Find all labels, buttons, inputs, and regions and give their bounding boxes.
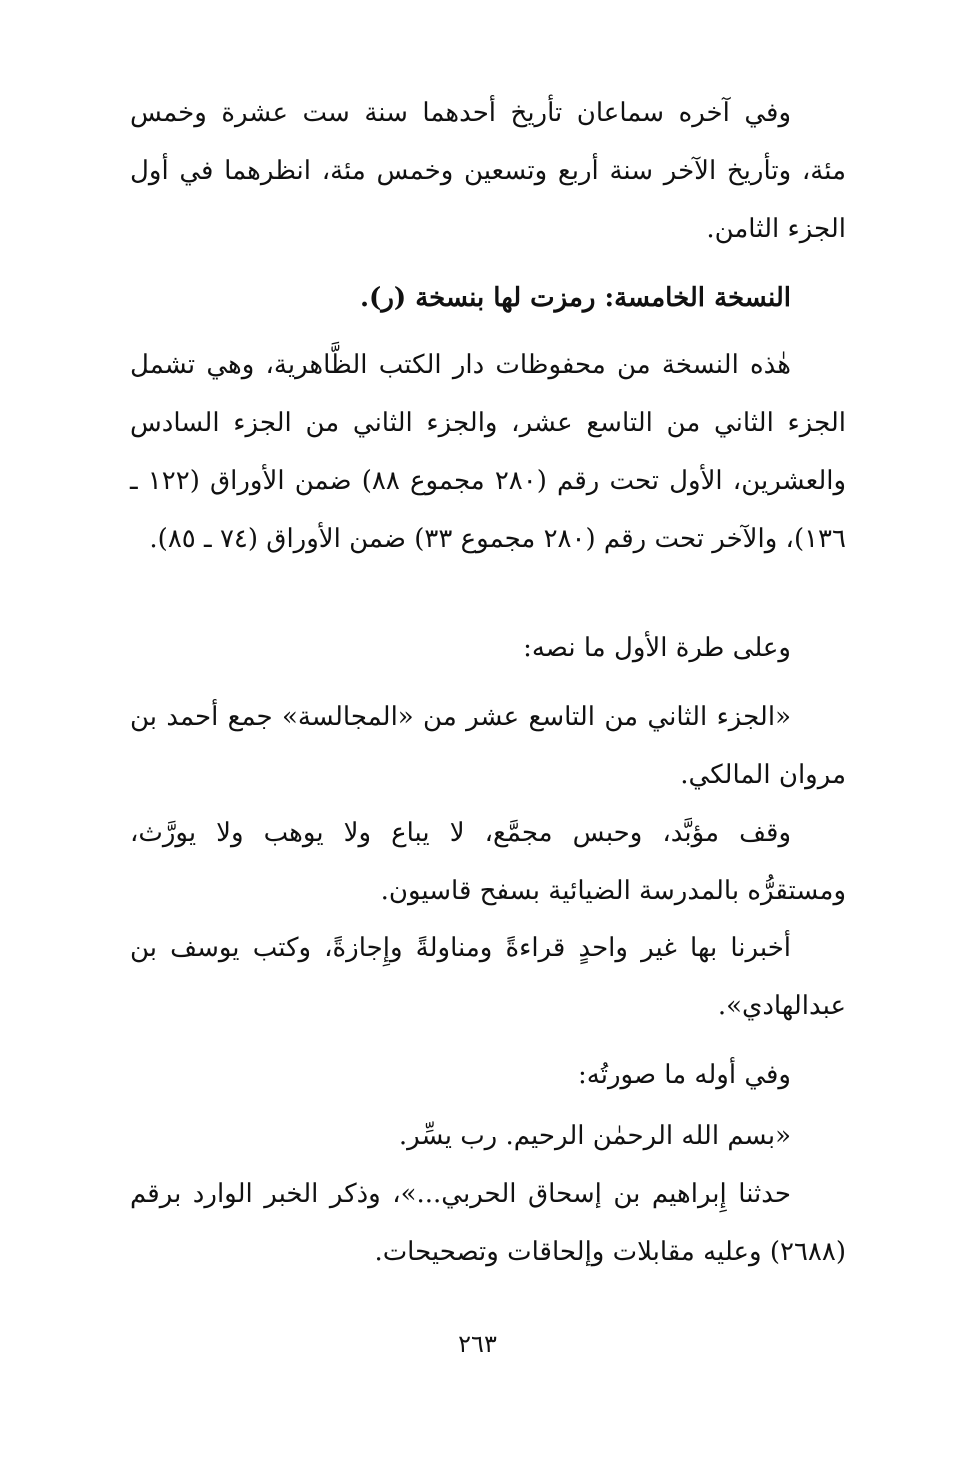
paragraph-manuscript-description: هٰذه النسخة من محفوظات دار الكتب الظَّاهرية، وهي تشمل الجزء الثاني من التاسع عشر، والجزء الثاني من الجزء السادس والعشرين، الأول تحت رقم (٢٨٠ مجموع ٨٨) ضمن الأوراق (١٢٢ ـ ١٣٦)، والآخر تحت رقم (٢٨٠ مجموع ٣٣) ضمن الأوراق (٧٤ ـ ٨٥). [130, 350, 847, 554]
paragraph-colophon-notes: وفي آخره سماعان تأريخ أحدهما سنة ست عشرة وخمس مئة، وتأريخ الآخر سنة أربع وتسعين وخمس مئة، انظرهما في أول الجزء الثامن. [130, 98, 846, 244]
paragraph-first-report: حدثنا إِبراهيم بن إسحاق الحربي...»، وذكر الخبر الوارد برقم (٢٦٨٨) وعليه مقابلات وإلحاقات وتصحيحات. [130, 1179, 846, 1267]
paragraph-title-page-intro: وعلى طرة الأول ما نصه: [523, 633, 791, 663]
quote-title-page: «الجزء الثاني من التاسع عشر من «المجالسة» جمع أحمد بن مروان المالكي. [130, 702, 846, 790]
quote-endowment-statement: وقف مؤبَّد، وحبس مجمَّع، لا يباع ولا يوهب ولا يورَّث، ومستقرُّه بالمدرسة الضيائية بسفح قاسيون. [130, 818, 846, 906]
quote-basmala: «بسم الله الرحمٰن الرحيم. رب يسِّر. [398, 1121, 791, 1151]
page-number: ٢٦٣ [458, 1330, 497, 1358]
section-heading-fifth-copy: النسخة الخامسة: رمزت لها بنسخة (ر). [359, 283, 791, 313]
quote-transmission-statement: أخبرنا بها غير واحدٍ قراءةً ومناولةً وإِجازةً، وكتب يوسف بن عبدالهادي». [130, 933, 846, 1021]
paragraph-opening-intro: وفي أوله ما صورتُه: [578, 1060, 791, 1090]
